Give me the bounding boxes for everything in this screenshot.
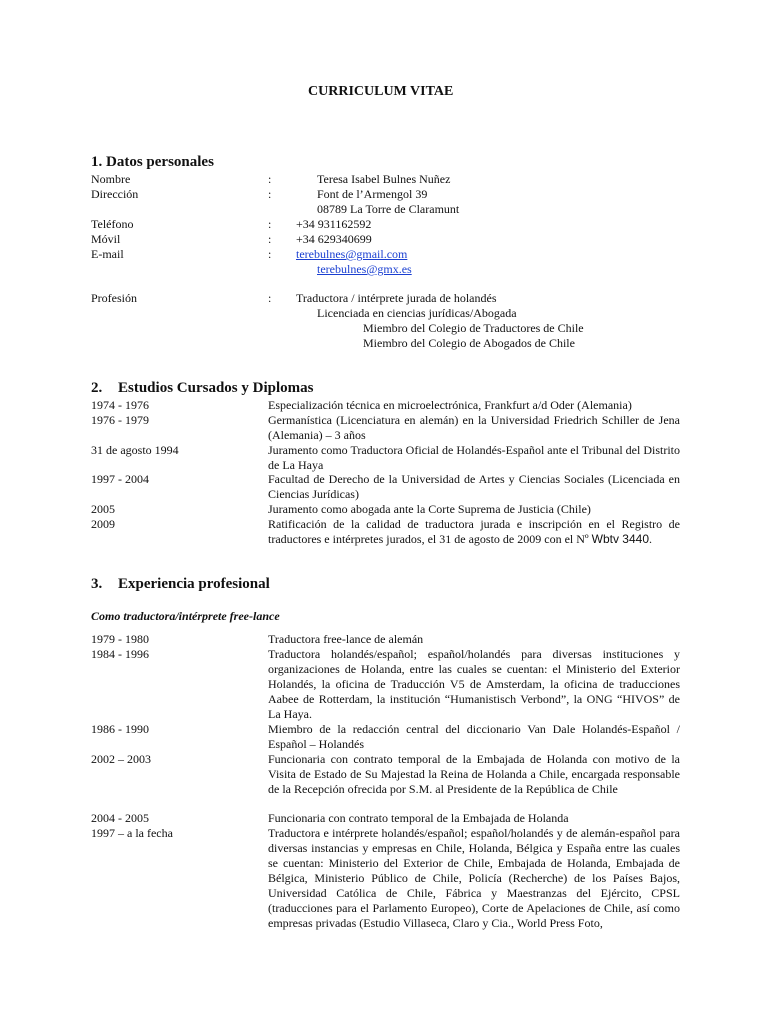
study-text: Juramento como abogada ante la Corte Suprema de Justicia (Chile) bbox=[268, 502, 591, 516]
study-text: Juramento como Traductora Oficial de Holandés-Español ante el Tribunal del Distrito de La Haya bbox=[268, 443, 680, 472]
experience-text: Funcionaria con contrato temporal de la Embajada de Holanda bbox=[268, 811, 569, 825]
section-heading-studies: Estudios Cursados y Diplomas bbox=[118, 380, 314, 396]
study-text: Facultad de Derecho de la Universidad de Artes y Ciencias Sociales (Licenciada en Ciencias Jurídicas) bbox=[268, 472, 680, 501]
movil-label: Móvil bbox=[91, 232, 121, 246]
experience-date: 1979 - 1980 bbox=[91, 632, 149, 646]
experience-date: 1984 - 1996 bbox=[91, 647, 149, 661]
direccion-label: Dirección bbox=[91, 187, 139, 201]
colon: : bbox=[268, 247, 272, 261]
colon: : bbox=[268, 232, 272, 246]
section-heading-experience: Experiencia profesional bbox=[118, 576, 270, 592]
experience-date: 2004 - 2005 bbox=[91, 811, 149, 825]
profesion-line3: Miembro del Colegio de Traductores de Chile bbox=[363, 321, 584, 335]
study-text: Especialización técnica en microelectrónica, Frankfurt a/d Oder (Alemania) bbox=[268, 398, 632, 412]
study-date: 2005 bbox=[91, 502, 115, 516]
profesion-line4: Miembro del Colegio de Abogados de Chile bbox=[363, 336, 575, 350]
colon: : bbox=[268, 172, 272, 186]
experience-date: 1986 - 1990 bbox=[91, 722, 149, 736]
study-date: 1976 - 1979 bbox=[91, 413, 149, 427]
experience-text: Traductora free-lance de alemán bbox=[268, 632, 424, 646]
nombre-value: Teresa Isabel Bulnes Nuñez bbox=[317, 172, 451, 186]
experience-text: Traductora holandés/español; español/holandés para diversas instituciones y organizaciones de Holanda, entre las cuales se cuentan: el Ministerio del Exterior Holandés, la oficina de Traducción V5 de Amsterdam, la oficina de traducciones Aabee de Rotterdam, la institución “Humanistisch Verbond”, la ONG “HIVOS” de La Haya. bbox=[268, 647, 680, 721]
profesion-label: Profesión bbox=[91, 291, 137, 305]
colon: : bbox=[268, 291, 272, 305]
email-link-gmail[interactable]: terebulnes@gmail.com bbox=[296, 247, 408, 261]
study-date: 31 de agosto 1994 bbox=[91, 443, 179, 457]
email-link-gmx[interactable]: terebulnes@gmx.es bbox=[317, 262, 412, 276]
study-text: Germanística (Licenciatura en alemán) en la Universidad Friedrich Schiller de Jena (Alemania) – 3 años bbox=[268, 413, 680, 442]
direccion-line2: 08789 La Torre de Claramunt bbox=[317, 202, 460, 216]
colon: : bbox=[268, 187, 272, 201]
section-heading-studies-number: 2. bbox=[91, 380, 103, 396]
experience-date: 1997 – a la fecha bbox=[91, 826, 173, 840]
direccion-line1: Font de l’Armengol 39 bbox=[317, 187, 428, 201]
experience-text: Traductora e intérprete holandés/español; español/holandés y de alemán-español para diversas instancias y empresas en Chile, Holanda, Bélgica y España entre las cuales se cuentan: Ministerio del Exterior de Chile, Embajada de Holanda, Embajada de Bélgica, Ministerio Público de Chile, Policía (Recherche) de los Países Bajos, Universidad Católica de Chile, Fábrica y Maestranzas del Ejército, CPSL (traducciones para el Parlamento Europeo), Corte de Apelaciones de Chile, así como empresas privadas (Estudio Villaseca, Claro y Cia., World Press Foto, bbox=[268, 826, 680, 930]
experience-subheading: Como traductora/intérprete free-lance bbox=[91, 609, 280, 623]
study-date: 1997 - 2004 bbox=[91, 472, 149, 486]
experience-date: 2002 – 2003 bbox=[91, 752, 151, 766]
experience-text: Funcionaria con contrato temporal de la Embajada de Holanda con motivo de la Visita de Estado de Su Majestad la Reina de Holanda a Chile, encargada responsable de la Recepción ofrecida por S.M. al Presidente de la República de Chile bbox=[268, 752, 680, 796]
study-date: 1974 - 1976 bbox=[91, 398, 149, 412]
nombre-label: Nombre bbox=[91, 172, 131, 186]
profesion-line2: Licenciada en ciencias jurídicas/Abogada bbox=[317, 306, 517, 320]
period: . bbox=[649, 532, 652, 546]
email-label: E-mail bbox=[91, 247, 124, 261]
experience-text: Miembro de la redacción central del diccionario Van Dale Holandés-Español / Español – Holandés bbox=[268, 722, 680, 751]
section-heading-experience-number: 3. bbox=[91, 576, 103, 592]
study-date: 2009 bbox=[91, 517, 115, 531]
page-title: CURRICULUM VITAE bbox=[308, 84, 454, 99]
study-text-body: Ratificación de la calidad de traductora jurada e inscripción en el Registro de traductores e intérpretes jurados, el 31 de agosto de 2009 con el Nº bbox=[268, 517, 680, 546]
wbtv-number: Wbtv 3440 bbox=[591, 532, 649, 546]
colon: : bbox=[268, 217, 272, 231]
telefono-value: +34 931162592 bbox=[296, 217, 372, 231]
movil-value: +34 629340699 bbox=[296, 232, 372, 246]
section-heading-personal: 1. Datos personales bbox=[91, 154, 214, 170]
study-text-registro bbox=[268, 517, 680, 547]
telefono-label: Teléfono bbox=[91, 217, 134, 231]
profesion-line1: Traductora / intérprete jurada de holandés bbox=[296, 291, 497, 305]
